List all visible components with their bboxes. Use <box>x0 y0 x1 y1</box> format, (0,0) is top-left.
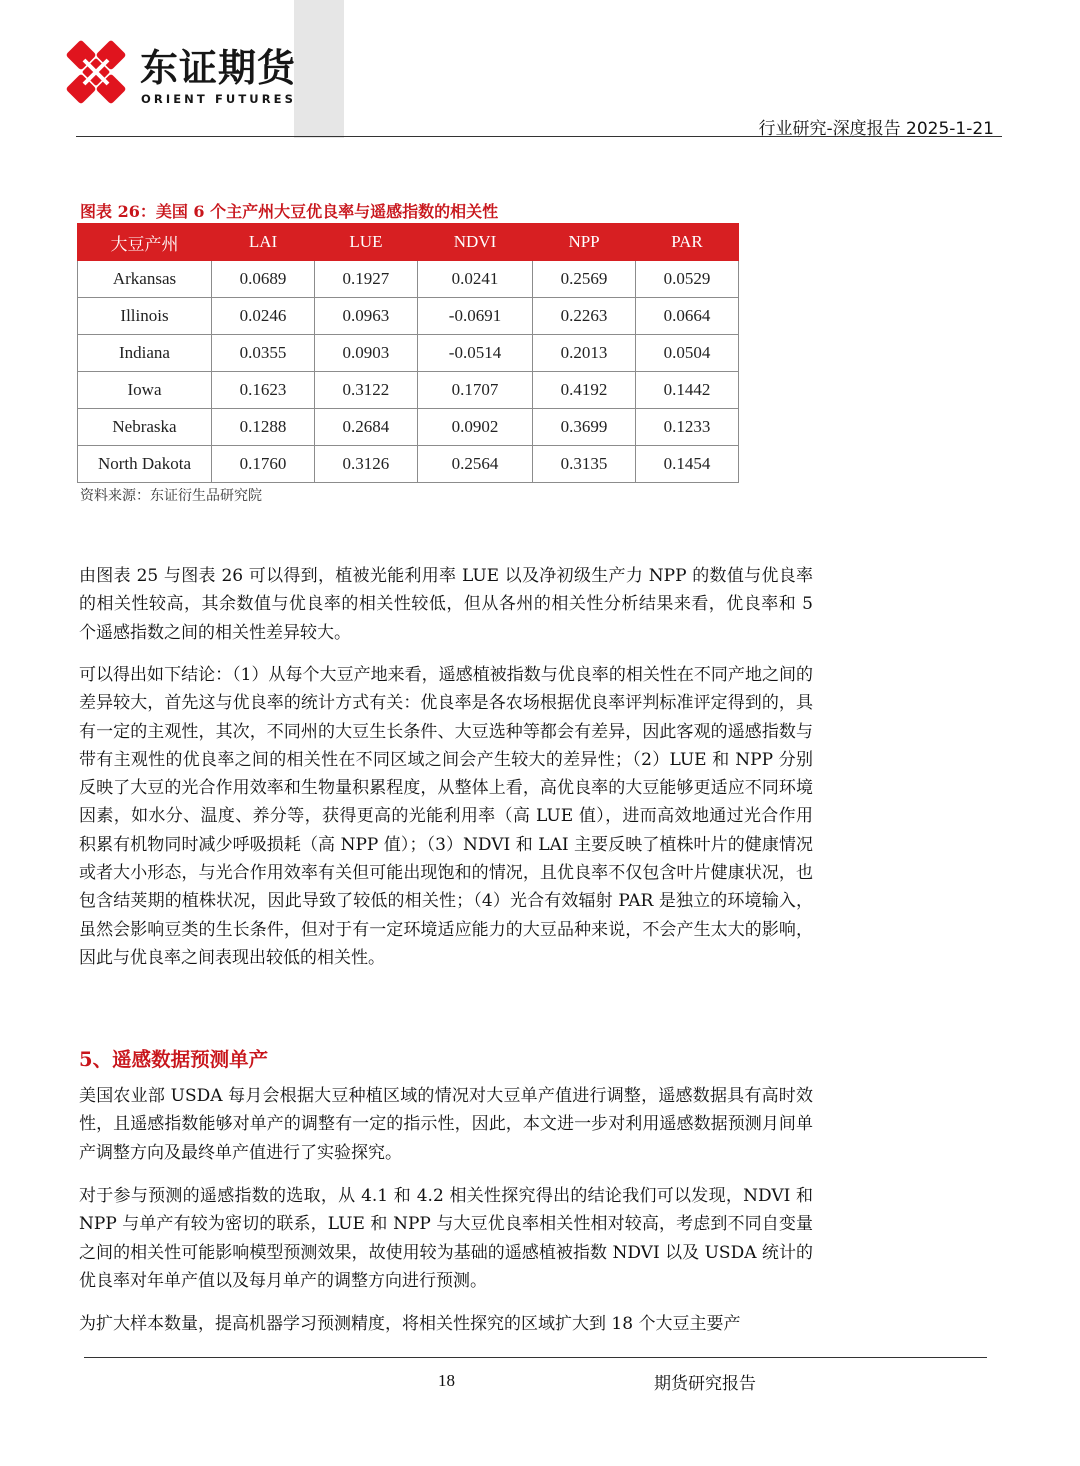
header-divider <box>76 136 1002 137</box>
correlation-table <box>77 223 739 483</box>
column-header: 大豆产州 <box>78 224 212 261</box>
body-paragraph: 可以得出如下结论：（1）从每个大豆产地来看，遥感植被指数与优良率的相关性在不同产地之间的差异较大，首先这与优良率的统计方式有关：优良率是各农场根据优良率评判标准评定得到的，具有一定的主观性，其次，不同州的大豆生长条件、大豆选种等都会有差异，因此客观的遥感指数与带有主观性的优良率之间的相关性在不同区域之间会产生较大的差异性；（2）LUE 和 NPP 分别反映了大豆的光合作用效率和生物量积累程度，从整体上看，高优良率的大豆能够更适应不同环境因素，如水分、温度、养分等，获得更高的光能利用率（高 LUE 值），进而高效地通过光合作用积累有机物同时减少呼吸损耗（高 NPP 值）；（3）NDVI 和 LAI 主要反映了植株叶片的健康情况或者大小形态，与光合作用效率有关但可能出现饱和的情况，且优良率不仅包含叶片健康状况，也包含结荚期的植株状况，因此导致了较低的相关性；（4）光合有效辐射 PAR 是独立的环境输入，虽然会影响豆类的生长条件，但对于有一定环境适应能力的大豆品种来说，不会产生太大的影响，因此与优良率之间表现出较低的相关性。 <box>79 665 813 968</box>
table-cell: 0.3699 <box>533 409 636 446</box>
table-row <box>78 298 739 335</box>
table-row <box>78 446 739 483</box>
section-heading: 5、遥感数据预测单产 <box>79 1048 269 1071</box>
column-header: PAR <box>636 224 739 261</box>
table-cell: 0.1288 <box>212 409 315 446</box>
table-cell: 0.0241 <box>417 261 532 298</box>
table-cell: Arkansas <box>78 261 212 298</box>
table-cell: 0.4192 <box>533 372 636 409</box>
table-cell: 0.1454 <box>636 446 739 483</box>
table-cell: -0.0691 <box>417 298 532 335</box>
table-cell: 0.1233 <box>636 409 739 446</box>
table-cell: 0.1707 <box>417 372 532 409</box>
table-cell: 0.0963 <box>314 298 417 335</box>
table-cell: Nebraska <box>78 409 212 446</box>
table-cell: -0.0514 <box>417 335 532 372</box>
table-cell: Indiana <box>78 335 212 372</box>
table-cell: Illinois <box>78 298 212 335</box>
table-cell: 0.2013 <box>533 335 636 372</box>
column-header: NDVI <box>417 224 532 261</box>
table-cell: 0.2684 <box>314 409 417 446</box>
table-cell: 0.0246 <box>212 298 315 335</box>
header-grey-band <box>294 0 344 138</box>
table-cell: North Dakota <box>78 446 212 483</box>
column-header: LAI <box>212 224 315 261</box>
table-cell: 0.0689 <box>212 261 315 298</box>
table-cell: Iowa <box>78 372 212 409</box>
body-paragraph: 美国农业部 USDA 每月会根据大豆种植区域的情况对大豆单产值进行调整，遥感数据具有高时效性，且遥感指数能够对单产的调整有一定的指示性，因此，本文进一步对利用遥感数据预测月间单产调整方向及最终单产值进行了实验探究。 <box>79 1086 813 1163</box>
table-cell: 0.2263 <box>533 298 636 335</box>
table-row <box>78 261 739 298</box>
orient-futures-logo-icon <box>62 38 130 110</box>
body-paragraph: 为扩大样本数量，提高机器学习预测精度，将相关性探究的区域扩大到 18 个大豆主要产 <box>79 1314 741 1334</box>
body-paragraph: 对于参与预测的遥感指数的选取，从 4.1 和 4.2 相关性探究得出的结论我们可以发现，NDVI 和 NPP 与单产有较为密切的联系，LUE 和 NPP 与大豆优良率相关性相对较高，考虑到不同自变量之间的相关性可能影响模型预测效果，故使用较为基础的遥感植被指数 NDVI 以及 USDA 统计的优良率对年单产值以及每月单产的调整方向进行预测。 <box>79 1186 813 1291</box>
table-cell: 0.0903 <box>314 335 417 372</box>
table-row <box>78 335 739 372</box>
table-cell: 0.0355 <box>212 335 315 372</box>
column-header: LUE <box>314 224 417 261</box>
table-cell: 0.1927 <box>314 261 417 298</box>
table-cell: 0.1760 <box>212 446 315 483</box>
table-cell: 0.3122 <box>314 372 417 409</box>
figure-title: 图表 26：美国 6 个主产州大豆优良率与遥感指数的相关性 <box>80 202 499 221</box>
table-row <box>78 372 739 409</box>
footer-label: 期货研究报告 <box>654 1374 756 1394</box>
table-cell: 0.0504 <box>636 335 739 372</box>
table-cell: 0.0529 <box>636 261 739 298</box>
page-number: 18 <box>438 1371 455 1390</box>
table-cell: 0.3135 <box>533 446 636 483</box>
column-header: NPP <box>533 224 636 261</box>
footer-divider <box>84 1357 987 1358</box>
table-cell: 0.3126 <box>314 446 417 483</box>
table-header-row <box>78 224 739 261</box>
table-cell: 0.0902 <box>417 409 532 446</box>
table-cell: 0.0664 <box>636 298 739 335</box>
table-cell: 0.2564 <box>417 446 532 483</box>
table-cell: 0.1442 <box>636 372 739 409</box>
table-cell: 0.2569 <box>533 261 636 298</box>
logo-company-name: 东证期货 <box>140 46 297 90</box>
report-type-date: 行业研究-深度报告 2025-1-21 <box>758 119 994 139</box>
table-cell: 0.1623 <box>212 372 315 409</box>
logo-company-name-en: ORIENT FUTURES <box>141 92 297 106</box>
body-paragraph: 由图表 25 与图表 26 可以得到，植被光能利用率 LUE 以及净初级生产力 NPP 的数值与优良率的相关性较高，其余数值与优良率的相关性较低，但从各州的相关性分析结果来看，优良率和 5 个遥感指数之间的相关性差异较大。 <box>79 566 813 643</box>
figure-source: 资料来源：东证衍生品研究院 <box>80 488 262 504</box>
table-row <box>78 409 739 446</box>
